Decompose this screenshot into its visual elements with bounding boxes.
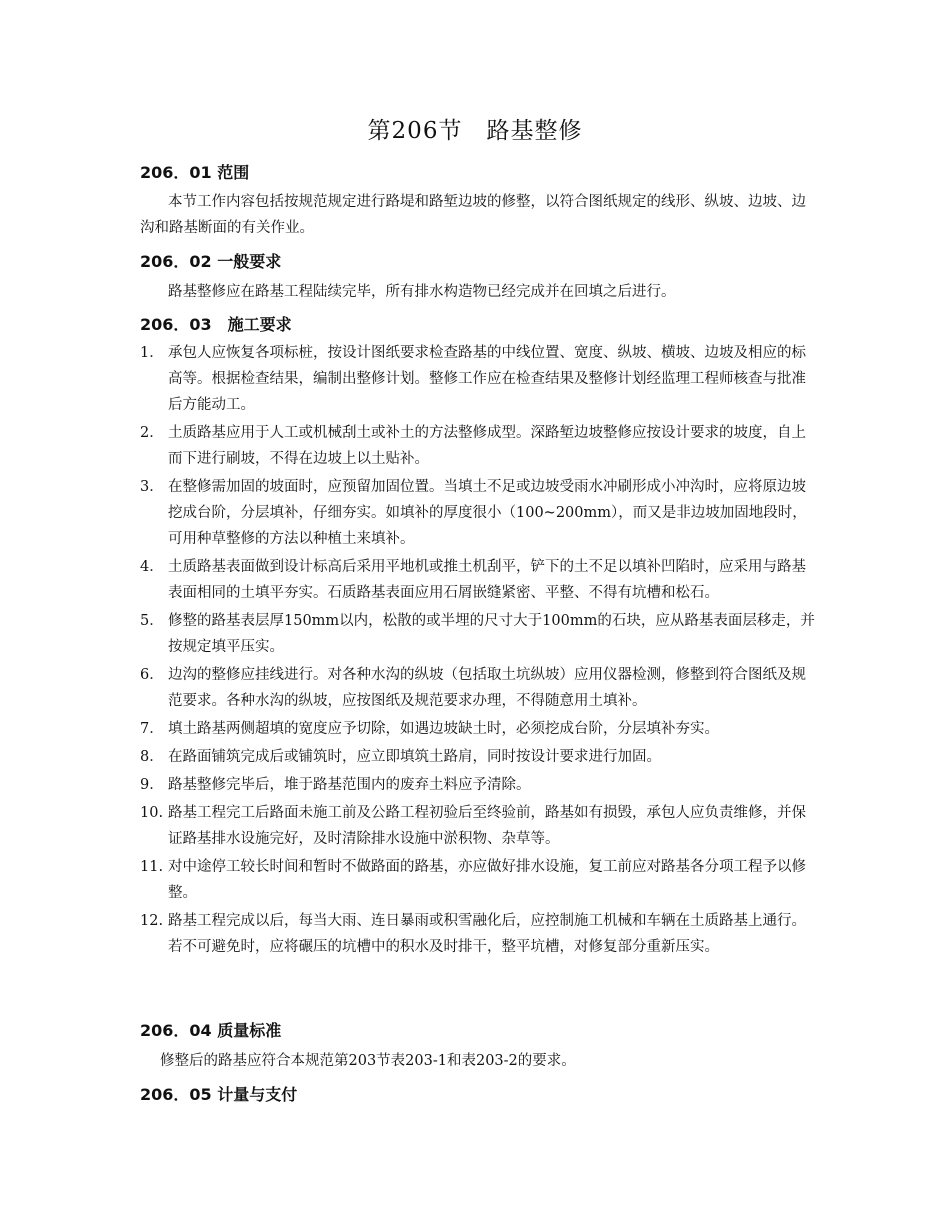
construction-requirements-list xyxy=(140,340,820,962)
list-item xyxy=(140,908,820,960)
list-item xyxy=(140,854,820,906)
list-item xyxy=(140,608,820,660)
list-item-text: 修整的路基表层厚150mm以内，松散的或半埋的尺寸大于100mm的石块，应从路基表面层移走，并按规定填平压实。 xyxy=(168,613,815,655)
section-heading-05: 206．05 计量与支付 xyxy=(140,1085,298,1104)
list-item xyxy=(140,772,820,798)
list-item-number: 7． xyxy=(140,721,164,737)
section-text-04: 修整后的路基应符合本规范第203节表203-1和表203-2的要求。 xyxy=(160,1053,576,1069)
list-item xyxy=(140,554,820,606)
list-item-text: 路基工程完工后路面未施工前及公路工程初验后至终验前，路基如有损毁，承包人应负责维修，并保证路基排水设施完好，及时清除排水设施中淤积物、杂草等。 xyxy=(168,805,806,847)
list-item-number: 6． xyxy=(140,667,164,683)
list-item-text: 边沟的整修应挂线进行。对各种水沟的纵坡（包括取土坑纵坡）应用仪器检测，修整到符合图纸及规范要求。各种水沟的纵坡，应按图纸及规范要求办理，不得随意用土填补。 xyxy=(168,667,806,709)
list-item xyxy=(140,420,820,472)
list-item-text: 填土路基两侧超填的宽度应予切除，如遇边坡缺土时，必须挖成台阶，分层填补夯实。 xyxy=(168,721,719,737)
list-item xyxy=(140,800,820,852)
list-item xyxy=(140,716,820,742)
list-item-number: 9． xyxy=(140,777,164,793)
list-item xyxy=(140,744,820,770)
list-item-number: 2． xyxy=(140,425,164,441)
list-item-number: 5． xyxy=(140,613,164,629)
section-text-01: 本节工作内容包括按规范规定进行路堤和路堑边坡的修整，以符合图纸规定的线形、纵坡、边坡、边沟和路基断面的有关作业。 xyxy=(140,194,806,236)
section-text-02: 路基整修应在路基工程陆续完毕，所有排水构造物已经完成并在回填之后进行。 xyxy=(168,284,676,300)
section-heading-02: 206．02 一般要求 xyxy=(140,252,282,271)
list-item-number: 4． xyxy=(140,559,164,575)
list-item-text: 在路面铺筑完成后或铺筑时，应立即填筑土路肩，同时按设计要求进行加固。 xyxy=(168,749,661,765)
list-item-number: 12. xyxy=(140,913,164,929)
list-item-number: 1． xyxy=(140,345,164,361)
list-item-text: 对中途停工较长时间和暂时不做路面的路基，亦应做好排水设施，复工前应对路基各分项工程予以修整。 xyxy=(168,859,806,901)
section-heading-04: 206．04 质量标准 xyxy=(140,1021,282,1040)
list-item-text: 承包人应恢复各项标桩，按设计图纸要求检查路基的中线位置、宽度、纵坡、横坡、边坡及相应的标高等。根据检查结果，编制出整修计划。整修工作应在检查结果及整修计划经监理工程师核查与批准后方能动工。 xyxy=(168,345,806,413)
list-item-text: 路基整修完毕后，堆于路基范围内的废弃土料应予清除。 xyxy=(168,777,531,793)
list-item xyxy=(140,340,820,418)
list-item-number: 8． xyxy=(140,749,164,765)
list-item xyxy=(140,662,820,714)
page-title: 第206节 路基整修 xyxy=(367,118,583,144)
list-item-number: 10. xyxy=(140,805,164,821)
section-heading-01: 206．01 范围 xyxy=(140,163,250,182)
section-heading-03: 206．03 施工要求 xyxy=(140,315,292,334)
list-item-text: 在整修需加固的坡面时，应预留加固位置。当填土不足或边坡受雨水冲刷形成小冲沟时，应将原边坡挖成台阶，分层填补，仔细夯实。如填补的厚度很小（100~200mm），而又是非边坡加固地段时，可用种草整修的方法以种植土来填补。 xyxy=(168,479,807,547)
list-item-text: 土质路基应用于人工或机械刮土或补土的方法整修成型。深路堑边坡整修应按设计要求的坡度，自上而下进行刷坡，不得在边坡上以土贴补。 xyxy=(168,425,806,467)
list-item-number: 3． xyxy=(140,479,164,495)
list-item xyxy=(140,474,820,552)
list-item-text: 路基工程完成以后，每当大雨、连日暴雨或积雪融化后，应控制施工机械和车辆在土质路基上通行。若不可避免时，应将碾压的坑槽中的积水及时排干，整平坑槽，对修复部分重新压实。 xyxy=(168,913,806,955)
list-item-number: 11. xyxy=(140,859,164,875)
list-item-text: 土质路基表面做到设计标高后采用平地机或推土机刮平，铲下的土不足以填补凹陷时，应采用与路基表面相同的土填平夯实。石质路基表面应用石屑嵌缝紧密、平整、不得有坑槽和松石。 xyxy=(168,559,806,601)
